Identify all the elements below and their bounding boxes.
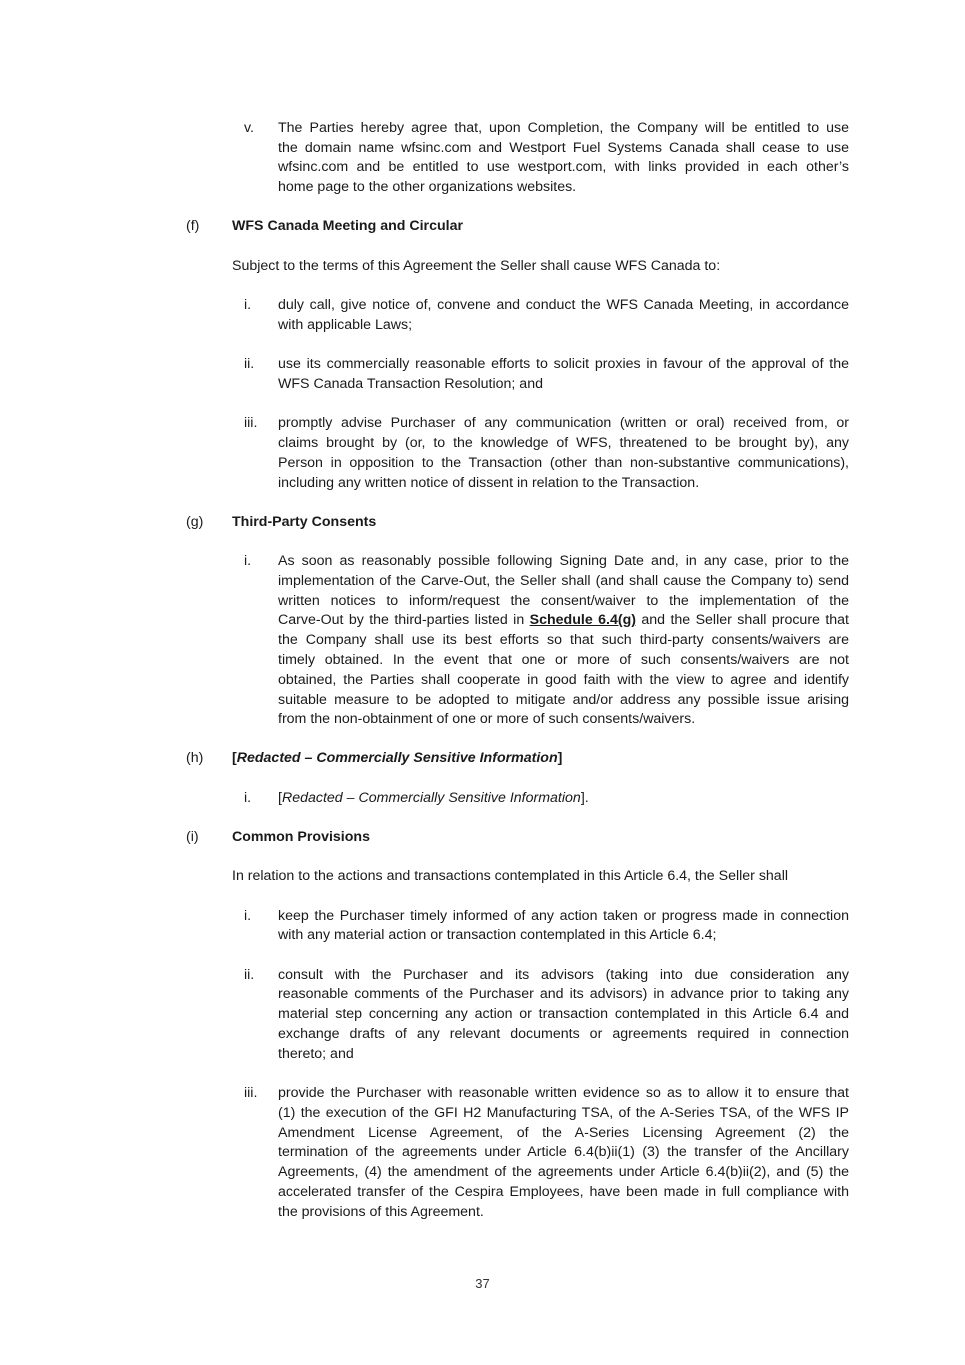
paragraph-line: keep the Purchaser timely informed of any action taken or progress made in connection xyxy=(278,908,849,924)
paragraph-line: including any written notice of dissent in relation to the Transaction. xyxy=(278,475,700,491)
paragraph-line: wfsinc.com and be entitled to use westport.com, with links provided in each other’s xyxy=(278,159,849,175)
section-heading: Common Provisions xyxy=(232,829,370,845)
paragraph-line: the domain name wfsinc.com and Westport Fuel Systems Canada shall cease to use xyxy=(278,140,849,156)
paragraph-text: Carve-Out by the third-parties listed in xyxy=(278,612,530,628)
paragraph-line: Amendment License Agreement, of the A-Series Licensing Agreement (2) the xyxy=(278,1125,849,1141)
paragraph-line: home page to the other organizations websites. xyxy=(278,179,577,195)
paragraph-line: with applicable Laws; xyxy=(278,317,413,333)
paragraph-line: from the non-obtainment of one or more of such consents/waivers. xyxy=(278,711,696,727)
paragraph-line: material step concerning any action or transaction contemplated in this Article 6.4 and xyxy=(278,1006,849,1022)
paragraph-line: the Company shall use its best efforts so that such third-party consents/waivers are xyxy=(278,632,849,648)
bracket: [ xyxy=(278,790,282,806)
paragraph-line: termination of the agreements under Article 6.4(b)ii(1) (3) the transfer of the Ancillary xyxy=(278,1144,849,1160)
paragraph-line: reasonable comments of the Purchaser and its advisors) in advance prior to taking any xyxy=(278,986,849,1002)
paragraph-line: written notices to inform/request the consent/waiver to the implementation of the xyxy=(278,593,849,609)
paragraph-line: Agreements, (4) the amendment of the agreements under Article 6.4(b)ii(2), and (5) the xyxy=(278,1164,849,1180)
section-label: (h) xyxy=(186,750,204,766)
paragraph-line: provide the Purchaser with reasonable written evidence so as to allow it to ensure that xyxy=(278,1085,849,1101)
item-number: iii. xyxy=(244,1085,258,1101)
paragraph-line: Person in opposition to the Transaction (other than non-substantive communications), xyxy=(278,455,849,471)
section-heading xyxy=(232,748,562,768)
paragraph-line: (1) the execution of the GFI H2 Manufacturing TSA, of the A-Series TSA, of the WFS IP xyxy=(278,1105,849,1121)
paragraph-text: and the Seller shall procure that xyxy=(635,612,850,628)
section-heading: Third-Party Consents xyxy=(232,514,377,530)
page-number: 37 xyxy=(475,1276,490,1291)
paragraph-line: exchange drafts of any relevant documents or agreements required in connection xyxy=(278,1026,849,1042)
paragraph-line: use its commercially reasonable efforts to solicit proxies in favour of the approval of the xyxy=(278,356,849,372)
paragraph-line: WFS Canada Transaction Resolution; and xyxy=(278,376,543,392)
redacted-title: Redacted – Commercially Sensitive Information xyxy=(236,750,558,766)
item-number: ii. xyxy=(244,356,255,372)
paragraph-line: suitable measure to be adopted to mitigate and/or address any possible issue arising xyxy=(278,692,849,708)
item-number: iii. xyxy=(244,415,258,431)
bracket: [ xyxy=(232,750,237,766)
paragraph-line: the provisions of this Agreement. xyxy=(278,1204,484,1220)
paragraph-line: duly call, give notice of, convene and conduct the WFS Canada Meeting, in accordance xyxy=(278,297,849,313)
paragraph-line xyxy=(278,788,589,808)
paragraph-line: timely obtained. In the event that one or more of such consents/waivers are not xyxy=(278,652,849,668)
item-number: i. xyxy=(244,297,252,313)
section-label: (g) xyxy=(186,514,204,530)
paragraph-line: consult with the Purchaser and its advisors (taking into due consideration any xyxy=(278,967,849,983)
paragraph-line: with any material action or transaction contemplated in this Article 6.4; xyxy=(278,927,717,943)
paragraph-line: The Parties hereby agree that, upon Completion, the Company will be entitled to use xyxy=(278,120,849,136)
item-number: i. xyxy=(244,553,252,569)
item-number: i. xyxy=(244,908,252,924)
redacted-text: Redacted – Commercially Sensitive Information xyxy=(281,790,581,806)
paragraph-line: thereto; and xyxy=(278,1046,354,1062)
item-number: ii. xyxy=(244,967,255,983)
paragraph-line: obtained, the Parties shall cooperate in good faith with the view to agree and identify xyxy=(278,672,849,688)
bracket: ] xyxy=(557,750,563,766)
section-label: (f) xyxy=(186,218,200,234)
section-label: (i) xyxy=(186,829,199,845)
paragraph-line: As soon as reasonably possible following Signing Date and, in any case, prior to the xyxy=(278,553,849,569)
paragraph-line: implementation of the Carve-Out, the Seller shall (and shall cause the Company to) send xyxy=(278,573,849,589)
section-intro: In relation to the actions and transactions contemplated in this Article 6.4, the Seller shall xyxy=(232,868,788,884)
item-number: v. xyxy=(244,120,254,136)
schedule-reference: Schedule 6.4(g) xyxy=(529,612,636,628)
bracket: ]. xyxy=(580,790,589,806)
paragraph-line: accelerated transfer of the Cespira Employees, have been made in full compliance with xyxy=(278,1184,849,1200)
section-intro: Subject to the terms of this Agreement the Seller shall cause WFS Canada to: xyxy=(232,258,721,274)
item-number: i. xyxy=(244,790,252,806)
paragraph-line: claims brought by (or, to the knowledge of WFS, threatened to be brought by), any xyxy=(278,435,849,451)
section-heading: WFS Canada Meeting and Circular xyxy=(232,218,463,234)
paragraph-line xyxy=(278,610,849,630)
paragraph-line: promptly advise Purchaser of any communication (written or oral) received from, or xyxy=(278,415,849,431)
